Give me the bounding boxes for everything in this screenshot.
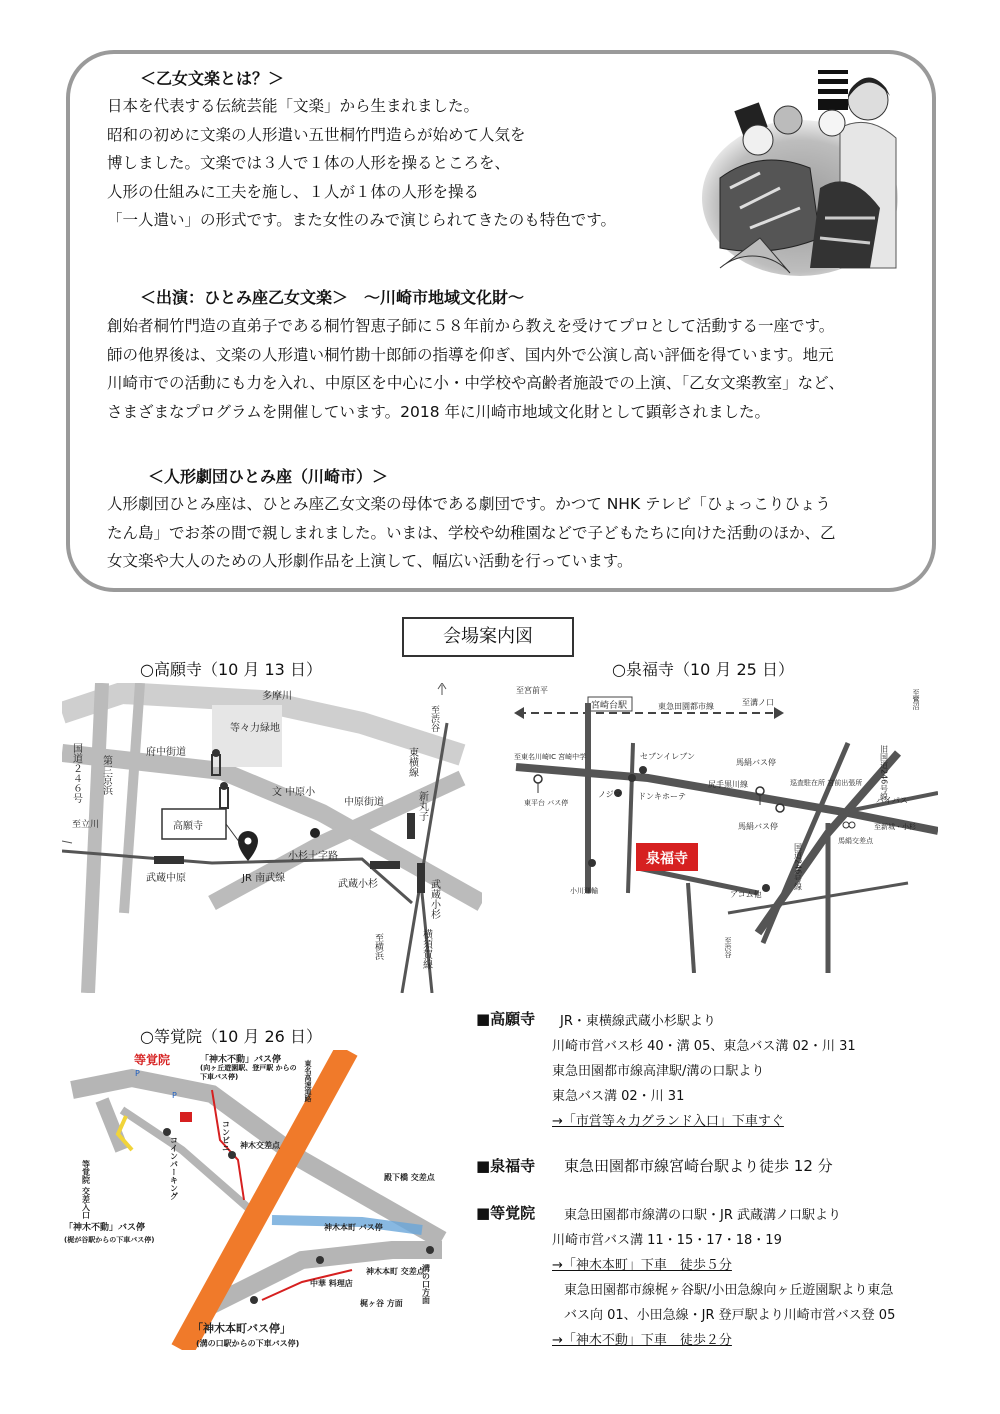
label-todoroki: 等々力緑地: [230, 723, 280, 734]
tokakuin-caption: ○等覚院（10 月 26 日）: [140, 1027, 322, 1046]
directions-line: 東急田園都市線梶ヶ谷駅/小田急線向ヶ丘遊園駅より東急: [564, 1283, 894, 1298]
label-shibuya: 至渋谷: [429, 705, 439, 732]
label-route246a: 旧国道246号線: [879, 745, 889, 801]
label-daisan: 第三京浜: [100, 755, 112, 795]
label-route246b: 国道246号線: [793, 843, 803, 891]
label-junkai: 巡査駐在所 宮前出張所: [790, 779, 863, 787]
label-mizonokuchi-dir: 溝の口方面: [421, 1264, 431, 1304]
label-musashi-kosugi: 武蔵小杉: [338, 879, 378, 890]
label-ogawa: 小川運輸: [570, 887, 598, 895]
label-shibuya2: 至渋谷: [724, 937, 732, 958]
directions-kouganji-title: ■高願寺: [476, 1010, 536, 1028]
label-umaginu-cross: 馬絹交差点: [838, 837, 873, 845]
label-tama: 至鷺沼: [912, 689, 920, 710]
venue-map-title: 会場案内図: [402, 617, 574, 657]
performance-photo: [700, 68, 900, 280]
kouganji-map: [62, 683, 482, 993]
label-fudo-bus2: 「神木不動」バス停: [64, 1223, 146, 1233]
label-shinjo: 至新城・小杉: [874, 823, 916, 831]
label-expressway: 東名高速道路: [304, 1060, 312, 1102]
label-umaginu-ave: 尻手黒川線: [708, 780, 748, 789]
label-shiboku-hon-bus: 神木本町 バス停: [324, 1223, 383, 1232]
label-bypass: バイパス: [876, 796, 908, 805]
senpukuji-map: [508, 683, 938, 973]
directions-stop: →「神木本町」下車 徒歩５分: [552, 1258, 732, 1273]
directions-stop: →「市営等々力グランド入口」下車すぐ: [552, 1114, 784, 1129]
label-hon-bus-big: 「神木本町バス停」: [192, 1322, 291, 1335]
label-convenience: コンビニ: [221, 1120, 231, 1152]
performer-heading: ＜出演：ひとみ座乙女文楽＞ 〜川崎市地域文化財〜: [140, 288, 525, 307]
label-toyoko: 東横線: [406, 747, 418, 777]
label-tokakuin: 等覚院: [134, 1053, 171, 1067]
tokakuin-map: [62, 1050, 452, 1350]
label-p2: P: [172, 1091, 177, 1100]
directions-line: 川崎市営バス杉 40・溝 05、東急バス溝 02・川 31: [552, 1039, 856, 1054]
label-nambu: JR 南武線: [242, 873, 286, 884]
label-shimosaku: 殿下橋 交差点: [384, 1173, 435, 1182]
directions-line: JR・東横線武蔵小杉駅より: [560, 1014, 716, 1029]
kouganji-caption: ○高願寺（10 月 13 日）: [140, 660, 322, 679]
label-acom: アコム他: [730, 890, 762, 899]
label-higashidaira: 東平台 バス停: [524, 799, 569, 807]
directions-line: 川崎市営バス溝 11・15・17・18・19: [552, 1233, 782, 1248]
label-miyamaedaira: 至宮前平: [516, 686, 548, 695]
label-denentoshi: 東急田園都市線: [658, 702, 714, 711]
label-shiboku-cross: 神木交差点: [240, 1141, 280, 1150]
directions-line: 東急田園都市線高津駅/溝の口駅より: [552, 1064, 765, 1079]
label-kawasaki-ic: 至東名川崎IC 宮崎中学: [514, 753, 587, 761]
label-musashi-nakahara: 武蔵中原: [146, 873, 186, 884]
label-senpukuji: 泉福寺: [646, 851, 688, 867]
troupe-heading: ＜人形劇団ひとみ座（川崎市）＞: [148, 467, 389, 486]
label-donki: ドンキホーテ: [638, 792, 686, 801]
label-umaginu-bus2: 馬絹バス停: [738, 822, 778, 831]
directions-line: 東急バス溝 02・川 31: [552, 1089, 685, 1104]
label-miyazakidai: 宮崎台駅: [591, 701, 628, 711]
label-fuchu: 府中街道: [146, 747, 186, 758]
directions-line: 東急田園都市線溝の口駅・JR 武蔵溝ノ口駅より: [564, 1208, 841, 1223]
label-nakahara-kaido: 中原街道: [344, 797, 384, 808]
directions-line: 東急田園都市線宮崎台駅より徒歩 12 分: [564, 1157, 833, 1175]
label-yokohama: 至横浜: [373, 933, 383, 960]
label-fudo-bus: 「神木不動」バス停: [200, 1055, 282, 1065]
directions-senpukuji-title: ■泉福寺: [476, 1157, 536, 1175]
label-mizonokuchi: 至溝ノ口: [742, 698, 774, 707]
label-seven: セブンイレブン: [640, 752, 695, 761]
label-p1: P: [135, 1069, 140, 1078]
about-text: 日本を代表する伝統芸能「文楽」から生まれました。 昭和の初めに文楽の人形遣い五世桐竹門造らが始めて人気を 博しました。文楽では３人で１体の人形を操るところを、 人形の仕組みに工夫を施し、１人が１体の人形を操る 「一人遣い」の形式です。また女性のみで演じられてきたのも特色です。: [107, 97, 617, 229]
label-route246: 国道２４６号: [70, 743, 82, 803]
directions-stop: →「神木不動」下車 徒歩２分: [552, 1333, 732, 1348]
senpukuji-caption: ○泉福寺（10 月 25 日）: [612, 660, 794, 679]
label-umaginu-bus1: 馬絹バス停: [736, 758, 776, 767]
label-kouganji: 高願寺: [173, 821, 203, 832]
label-hon-bus-big-note: (溝の口駅からの下車バス停): [196, 1339, 300, 1348]
label-nojima: ノジマ: [598, 790, 622, 799]
about-heading: ＜乙女文楽とは？＞: [140, 69, 285, 88]
label-fudo-bus-note: (向ヶ丘遊園駅、登戸駅 からの下車バス停): [200, 1064, 297, 1081]
label-yokosuka: 横須賀線: [420, 929, 432, 969]
directions-tokakuin-title: ■等覚院: [476, 1204, 536, 1222]
label-kosugi-juji: 小杉十字路: [288, 851, 338, 862]
troupe-text: 人形劇団ひとみ座は、ひとみ座乙女文楽の母体である劇団です。かつて NHK テレビ「ひょっこりひょう たん島」でお茶の間で親しまれました。いまは、学校や幼稚園などで子どもたちに向けた活動のほか、乙 女文楽や大人のための人形劇作品を上演して、幅広い活動を行っています。: [107, 495, 836, 570]
label-restaurant: 中華 料理店: [310, 1279, 353, 1288]
label-shiboku-hon-cross: 神木本町 交差点: [366, 1267, 425, 1276]
label-musashi-kosugi-st: 武蔵小杉: [428, 879, 440, 919]
label-coin-parking: コインパーキング: [169, 1136, 179, 1200]
label-bun: 文 中原小: [272, 787, 316, 798]
performer-text: 創始者桐竹門造の直弟子である桐竹智恵子師に５８年前から教えを受けてプロとして活動する一座です。 師の他界後は、文楽の人形遣い桐竹勘十郎師の指導を仰ぎ、国内外で公演し高い評価を得ています。地元 川崎市での活動にも力を入れ、中原区を中心に小・中学校や高齢者施設での上演、「乙女文楽教室」など、 さまざまなプログラムを開催しています。2018 年に川崎市地域文化財として顕彰されました。: [107, 317, 845, 421]
label-entrance: 等覚院 交差入口: [81, 1160, 91, 1219]
directions-line: バス向 01、小田急線・JR 登戸駅より川崎市営バス登 05: [564, 1308, 896, 1323]
label-shinmaruko: 新丸子: [416, 791, 428, 821]
label-kajigaya-dir: 梶ヶ谷 方面: [360, 1299, 403, 1308]
label-fudo-bus2-note: (梶が谷駅からの下車バス停): [64, 1236, 155, 1244]
label-tamagawa: 多摩川: [262, 691, 292, 702]
label-tachikawa: 至立川: [72, 820, 100, 830]
